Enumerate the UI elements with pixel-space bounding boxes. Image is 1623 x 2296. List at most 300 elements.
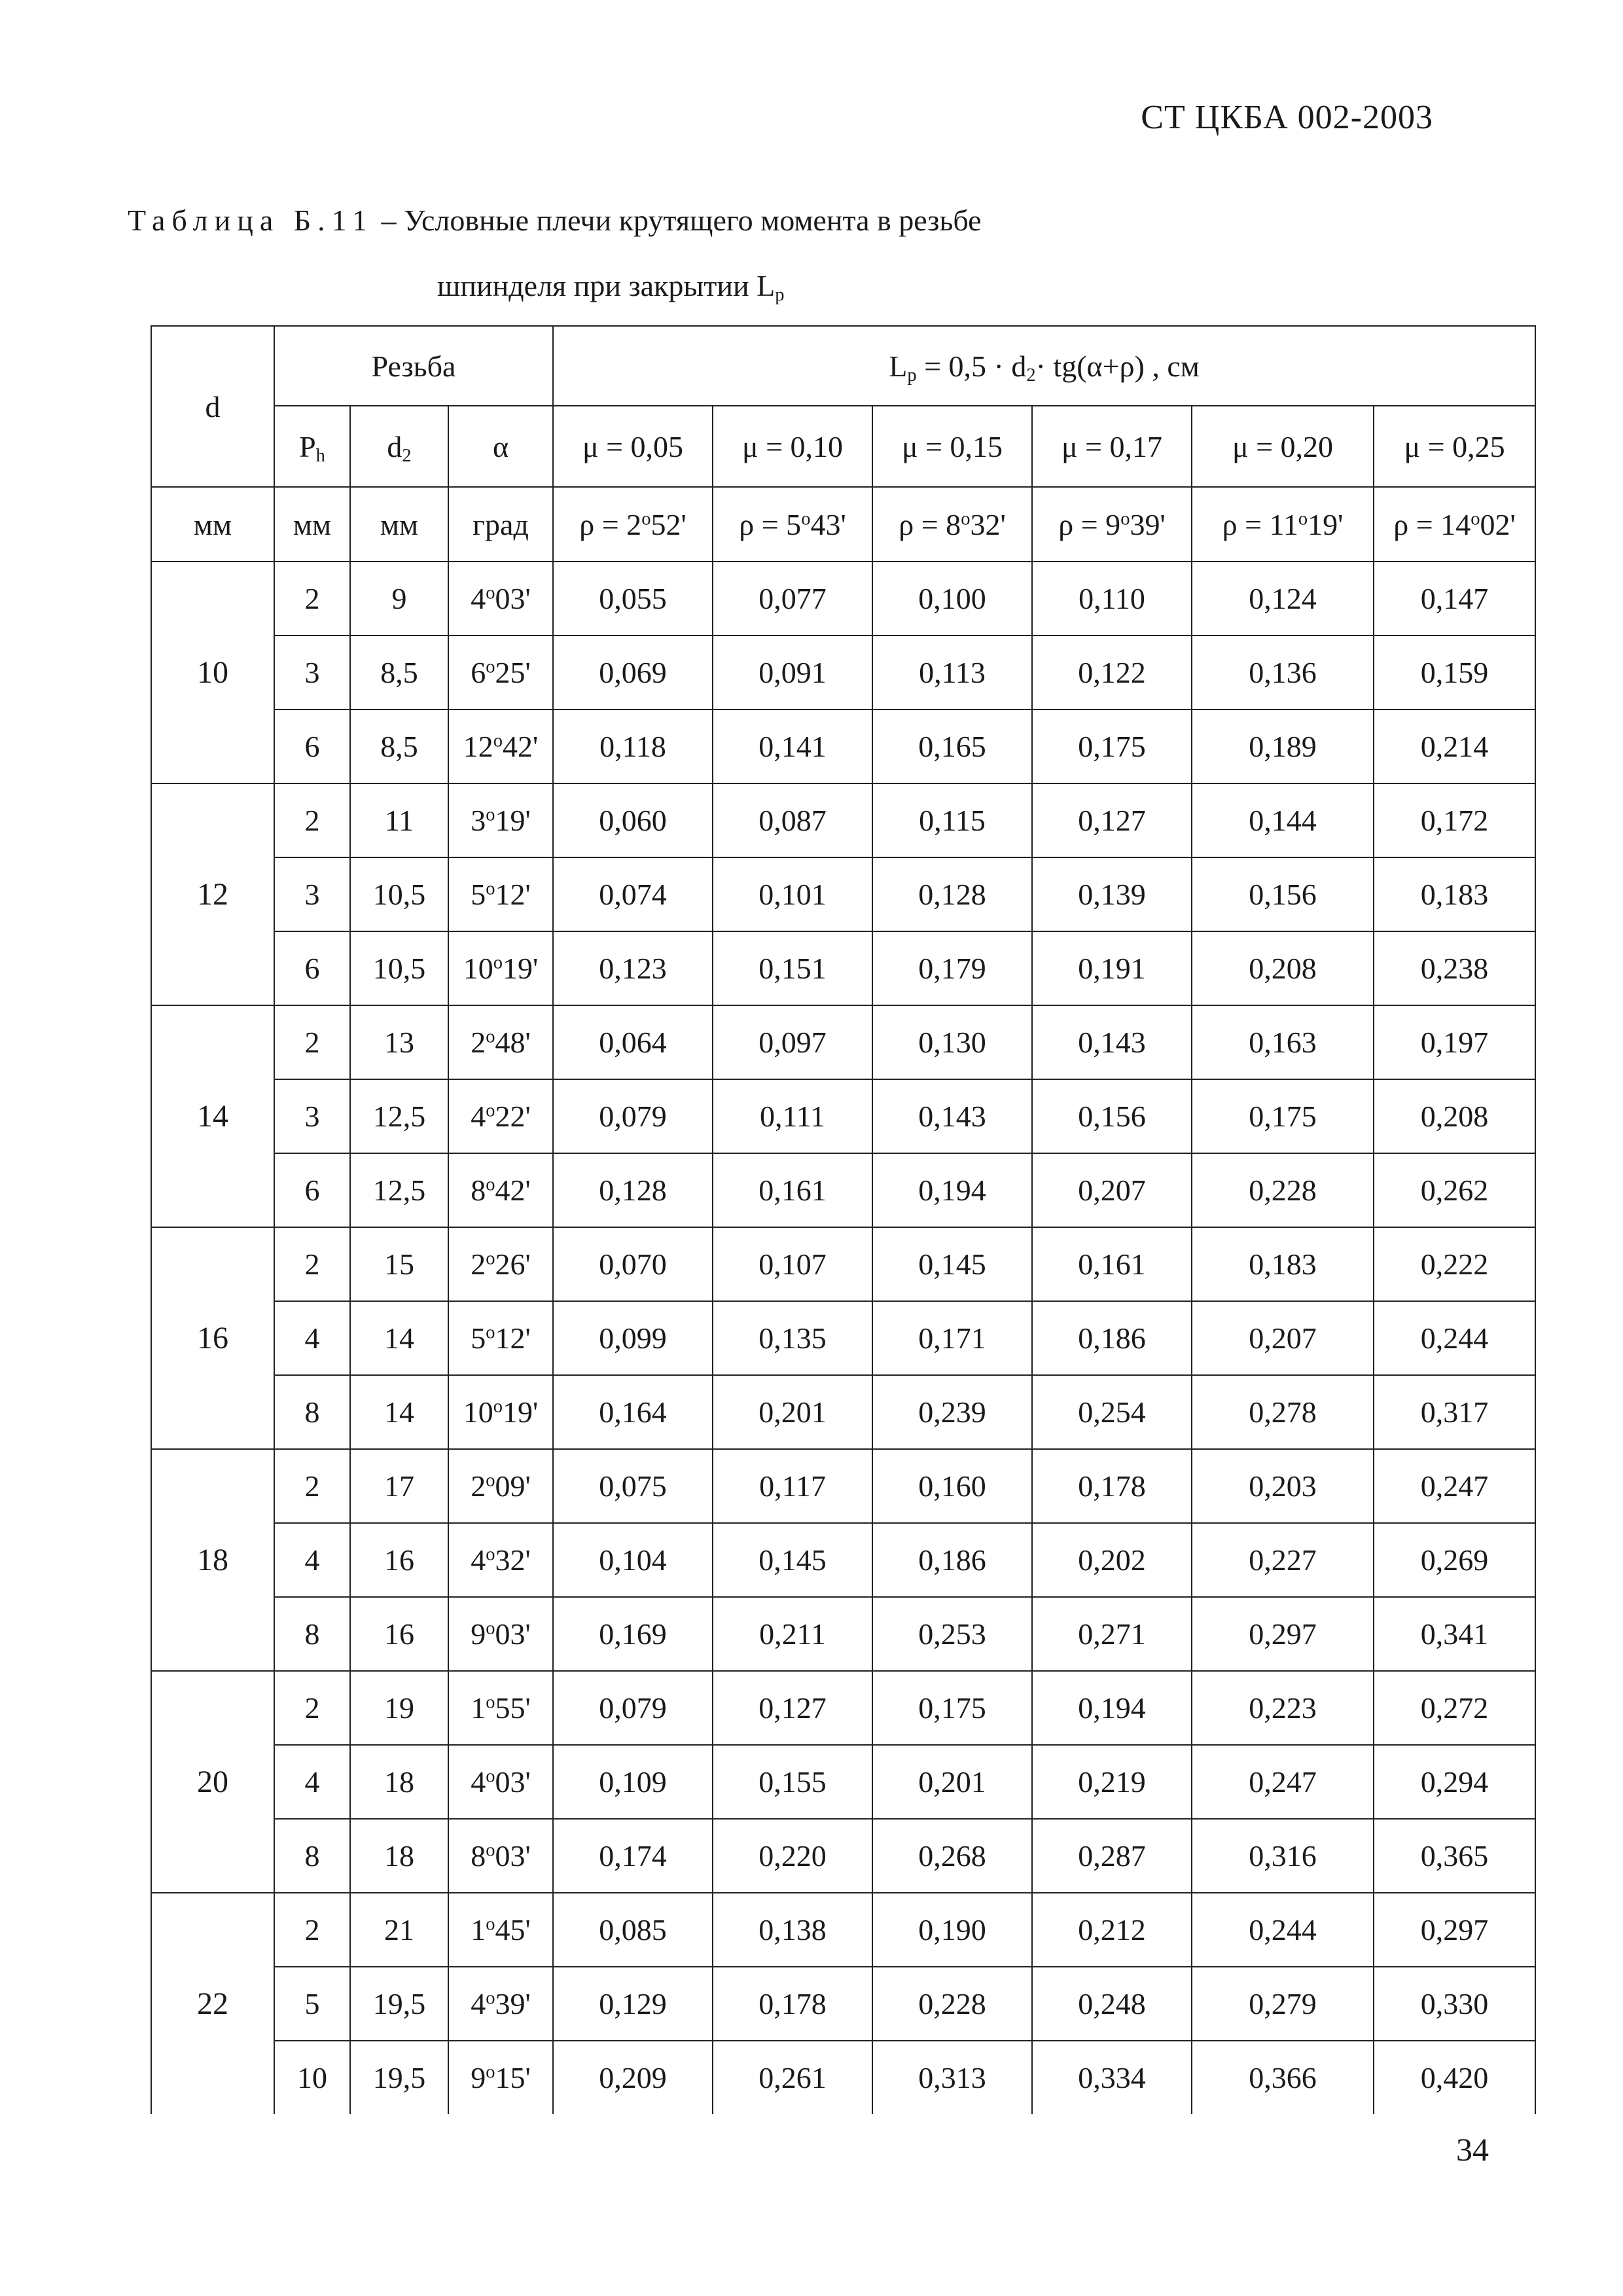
alpha-deg: 1 bbox=[471, 1691, 486, 1725]
cell-alpha bbox=[448, 1523, 553, 1597]
rho-deg: ρ = 11 bbox=[1222, 507, 1298, 541]
cell-lp: 0,069 bbox=[553, 636, 713, 709]
header-thread: Резьба bbox=[274, 326, 553, 406]
cell-ph: 2 bbox=[274, 562, 350, 636]
alpha-min: 26' bbox=[495, 1247, 531, 1281]
cell-lp: 0,135 bbox=[713, 1301, 872, 1375]
cell-lp: 0,183 bbox=[1374, 857, 1535, 931]
cell-alpha bbox=[448, 1893, 553, 1967]
cell-lp: 0,287 bbox=[1032, 1819, 1192, 1893]
header-mu: μ = 0,15 bbox=[872, 406, 1032, 487]
cell-lp: 0,163 bbox=[1192, 1005, 1374, 1079]
cell-d: 20 bbox=[151, 1671, 274, 1893]
cell-d2: 18 bbox=[350, 1745, 448, 1819]
table-row bbox=[151, 931, 1535, 1005]
cell-lp: 0,271 bbox=[1032, 1597, 1192, 1671]
cell-ph: 10 bbox=[274, 2041, 350, 2114]
cell-lp: 0,174 bbox=[553, 1819, 713, 1893]
cell-ph: 3 bbox=[274, 636, 350, 709]
cell-alpha bbox=[448, 709, 553, 783]
cell-alpha bbox=[448, 857, 553, 931]
cell-lp: 0,175 bbox=[872, 1671, 1032, 1745]
degree-mark: o bbox=[486, 1248, 495, 1269]
degree-mark: o bbox=[961, 508, 971, 529]
cell-lp: 0,244 bbox=[1192, 1893, 1374, 1967]
degree-mark: o bbox=[486, 878, 495, 899]
degree-mark: o bbox=[493, 952, 503, 973]
alpha-deg: 4 bbox=[471, 1543, 486, 1577]
degree-mark: o bbox=[486, 1766, 495, 1787]
cell-d2: 19,5 bbox=[350, 1967, 448, 2041]
alpha-min: 19' bbox=[502, 952, 539, 985]
cell-d: 12 bbox=[151, 783, 274, 1005]
header-rho bbox=[1374, 487, 1535, 562]
alpha-min: 42' bbox=[502, 730, 539, 763]
rho-deg: ρ = 8 bbox=[899, 507, 961, 541]
cell-lp: 0,087 bbox=[713, 783, 872, 857]
table-row bbox=[151, 636, 1535, 709]
degree-mark: o bbox=[1471, 508, 1480, 529]
cell-lp: 0,160 bbox=[872, 1449, 1032, 1523]
cell-alpha bbox=[448, 1005, 553, 1079]
cell-lp: 0,316 bbox=[1192, 1819, 1374, 1893]
cell-lp: 0,228 bbox=[1192, 1153, 1374, 1227]
cell-lp: 0,124 bbox=[1192, 562, 1374, 636]
cell-lp: 0,075 bbox=[553, 1449, 713, 1523]
cell-lp: 0,104 bbox=[553, 1523, 713, 1597]
table-caption bbox=[128, 203, 982, 238]
rho-min: 02' bbox=[1480, 507, 1516, 541]
header-ph bbox=[274, 406, 350, 487]
cell-lp: 0,209 bbox=[553, 2041, 713, 2114]
cell-lp: 0,099 bbox=[553, 1301, 713, 1375]
cell-lp: 0,129 bbox=[553, 1967, 713, 2041]
cell-lp: 0,244 bbox=[1374, 1301, 1535, 1375]
cell-alpha bbox=[448, 1153, 553, 1227]
table-row bbox=[151, 1005, 1535, 1079]
cell-alpha bbox=[448, 562, 553, 636]
cell-lp: 0,164 bbox=[553, 1375, 713, 1449]
cell-lp: 0,169 bbox=[553, 1597, 713, 1671]
table-row bbox=[151, 1153, 1535, 1227]
cell-lp: 0,203 bbox=[1192, 1449, 1374, 1523]
unit-alpha: град bbox=[448, 487, 553, 562]
degree-mark: o bbox=[486, 583, 495, 603]
cell-lp: 0,420 bbox=[1374, 2041, 1535, 2114]
cell-d: 18 bbox=[151, 1449, 274, 1671]
cell-lp: 0,297 bbox=[1374, 1893, 1535, 1967]
cell-d2: 19 bbox=[350, 1671, 448, 1745]
table-row bbox=[151, 709, 1535, 783]
degree-mark: o bbox=[493, 1396, 503, 1417]
rho-min: 52' bbox=[651, 507, 687, 541]
cell-lp: 0,055 bbox=[553, 562, 713, 636]
cell-lp: 0,143 bbox=[1032, 1005, 1192, 1079]
page-number: 34 bbox=[1456, 2131, 1489, 2168]
cell-lp: 0,207 bbox=[1192, 1301, 1374, 1375]
cell-alpha bbox=[448, 1227, 553, 1301]
cell-lp: 0,223 bbox=[1192, 1671, 1374, 1745]
table-row bbox=[151, 1819, 1535, 1893]
cell-lp: 0,165 bbox=[872, 709, 1032, 783]
cell-lp: 0,189 bbox=[1192, 709, 1374, 783]
cell-d2: 10,5 bbox=[350, 857, 448, 931]
cell-d2: 14 bbox=[350, 1301, 448, 1375]
header-formula bbox=[553, 326, 1535, 406]
cell-lp: 0,122 bbox=[1032, 636, 1192, 709]
cell-ph: 4 bbox=[274, 1301, 350, 1375]
alpha-min: 03' bbox=[495, 582, 531, 615]
cell-d2: 8,5 bbox=[350, 709, 448, 783]
cell-lp: 0,278 bbox=[1192, 1375, 1374, 1449]
rho-deg: ρ = 14 bbox=[1393, 507, 1471, 541]
header-row-units bbox=[151, 487, 1535, 562]
cell-lp: 0,145 bbox=[872, 1227, 1032, 1301]
cell-d2: 12,5 bbox=[350, 1153, 448, 1227]
cell-lp: 0,228 bbox=[872, 1967, 1032, 2041]
rho-min: 43' bbox=[810, 507, 846, 541]
alpha-min: 55' bbox=[495, 1691, 531, 1725]
table-body bbox=[151, 326, 1535, 2114]
cell-lp: 0,297 bbox=[1192, 1597, 1374, 1671]
cell-d2: 15 bbox=[350, 1227, 448, 1301]
table-row bbox=[151, 1227, 1535, 1301]
cell-d: 22 bbox=[151, 1893, 274, 2114]
cell-lp: 0,147 bbox=[1374, 562, 1535, 636]
alpha-deg: 6 bbox=[471, 656, 486, 689]
formula-end: · tg(α+ρ) , см bbox=[1035, 349, 1200, 383]
cell-lp: 0,060 bbox=[553, 783, 713, 857]
table-row bbox=[151, 1375, 1535, 1449]
cell-ph: 6 bbox=[274, 1153, 350, 1227]
cell-ph: 2 bbox=[274, 1005, 350, 1079]
cell-ph: 3 bbox=[274, 857, 350, 931]
cell-alpha bbox=[448, 2041, 553, 2114]
alpha-min: 12' bbox=[495, 878, 531, 911]
cell-alpha bbox=[448, 1597, 553, 1671]
header-row-1 bbox=[151, 326, 1535, 406]
cell-alpha bbox=[448, 1079, 553, 1153]
cell-ph: 2 bbox=[274, 1227, 350, 1301]
alpha-min: 22' bbox=[495, 1100, 531, 1133]
torque-arm-table bbox=[151, 325, 1536, 2114]
table-row bbox=[151, 2041, 1535, 2114]
cell-lp: 0,261 bbox=[713, 2041, 872, 2114]
cell-lp: 0,145 bbox=[713, 1523, 872, 1597]
header-rho bbox=[553, 487, 713, 562]
cell-lp: 0,247 bbox=[1374, 1449, 1535, 1523]
formula-l: L bbox=[889, 349, 908, 383]
cell-lp: 0,313 bbox=[872, 2041, 1032, 2114]
cell-lp: 0,201 bbox=[713, 1375, 872, 1449]
table-row bbox=[151, 1523, 1535, 1597]
cell-lp: 0,128 bbox=[553, 1153, 713, 1227]
cell-lp: 0,191 bbox=[1032, 931, 1192, 1005]
header-rho bbox=[1192, 487, 1374, 562]
alpha-deg: 4 bbox=[471, 1100, 486, 1133]
cell-lp: 0,330 bbox=[1374, 1967, 1535, 2041]
alpha-deg: 9 bbox=[471, 2061, 486, 2094]
cell-d2: 12,5 bbox=[350, 1079, 448, 1153]
alpha-min: 12' bbox=[495, 1321, 531, 1355]
cell-lp: 0,294 bbox=[1374, 1745, 1535, 1819]
cell-alpha bbox=[448, 1967, 553, 2041]
cell-lp: 0,272 bbox=[1374, 1671, 1535, 1745]
cell-alpha bbox=[448, 783, 553, 857]
cell-lp: 0,227 bbox=[1192, 1523, 1374, 1597]
cell-lp: 0,127 bbox=[713, 1671, 872, 1745]
alpha-deg: 10 bbox=[463, 952, 493, 985]
cell-lp: 0,141 bbox=[713, 709, 872, 783]
cell-lp: 0,101 bbox=[713, 857, 872, 931]
cell-ph: 2 bbox=[274, 783, 350, 857]
header-mu: μ = 0,20 bbox=[1192, 406, 1374, 487]
alpha-min: 25' bbox=[495, 656, 531, 689]
degree-mark: o bbox=[1298, 508, 1308, 529]
alpha-deg: 4 bbox=[471, 1765, 486, 1799]
degree-mark: o bbox=[486, 1100, 495, 1121]
header-rho bbox=[1032, 487, 1192, 562]
cell-lp: 0,201 bbox=[872, 1745, 1032, 1819]
cell-lp: 0,197 bbox=[1374, 1005, 1535, 1079]
cell-lp: 0,239 bbox=[872, 1375, 1032, 1449]
alpha-min: 19' bbox=[502, 1395, 539, 1429]
rho-min: 19' bbox=[1308, 507, 1344, 541]
cell-lp: 0,097 bbox=[713, 1005, 872, 1079]
degree-mark: o bbox=[486, 2062, 495, 2083]
alpha-deg: 10 bbox=[463, 1395, 493, 1429]
cell-lp: 0,079 bbox=[553, 1671, 713, 1745]
cell-lp: 0,341 bbox=[1374, 1597, 1535, 1671]
cell-lp: 0,156 bbox=[1032, 1079, 1192, 1153]
cell-lp: 0,279 bbox=[1192, 1967, 1374, 2041]
alpha-min: 03' bbox=[495, 1839, 531, 1873]
header-d2 bbox=[350, 406, 448, 487]
unit-d: мм bbox=[151, 487, 274, 562]
cell-lp: 0,155 bbox=[713, 1745, 872, 1819]
alpha-deg: 4 bbox=[471, 582, 486, 615]
cell-ph: 8 bbox=[274, 1819, 350, 1893]
rho-deg: ρ = 9 bbox=[1058, 507, 1121, 541]
degree-mark: o bbox=[486, 1618, 495, 1639]
cell-lp: 0,365 bbox=[1374, 1819, 1535, 1893]
alpha-deg: 3 bbox=[471, 804, 486, 837]
cell-d2: 10,5 bbox=[350, 931, 448, 1005]
rho-min: 32' bbox=[970, 507, 1006, 541]
unit-ph: мм bbox=[274, 487, 350, 562]
cell-lp: 0,268 bbox=[872, 1819, 1032, 1893]
cell-ph: 3 bbox=[274, 1079, 350, 1153]
alpha-deg: 2 bbox=[471, 1026, 486, 1059]
alpha-deg: 8 bbox=[471, 1839, 486, 1873]
cell-d: 16 bbox=[151, 1227, 274, 1449]
cell-lp: 0,186 bbox=[1032, 1301, 1192, 1375]
table-row bbox=[151, 1449, 1535, 1523]
degree-mark: o bbox=[486, 804, 495, 825]
rho-deg: ρ = 2 bbox=[579, 507, 642, 541]
cell-lp: 0,190 bbox=[872, 1893, 1032, 1967]
cell-lp: 0,117 bbox=[713, 1449, 872, 1523]
header-d2-sub: 2 bbox=[402, 445, 412, 466]
cell-lp: 0,171 bbox=[872, 1301, 1032, 1375]
cell-lp: 0,202 bbox=[1032, 1523, 1192, 1597]
cell-lp: 0,269 bbox=[1374, 1523, 1535, 1597]
cell-lp: 0,127 bbox=[1032, 783, 1192, 857]
cell-lp: 0,107 bbox=[713, 1227, 872, 1301]
table-row bbox=[151, 1967, 1535, 2041]
degree-mark: o bbox=[486, 1174, 495, 1195]
formula-mid: = 0,5 · d bbox=[916, 349, 1027, 383]
cell-lp: 0,085 bbox=[553, 1893, 713, 1967]
alpha-min: 19' bbox=[495, 804, 531, 837]
cell-lp: 0,175 bbox=[1032, 709, 1192, 783]
cell-ph: 2 bbox=[274, 1893, 350, 1967]
table-row bbox=[151, 1301, 1535, 1375]
table-row bbox=[151, 1893, 1535, 1967]
alpha-deg: 9 bbox=[471, 1617, 486, 1651]
table-caption-subscript: р bbox=[775, 285, 785, 306]
table-row bbox=[151, 562, 1535, 636]
cell-lp: 0,118 bbox=[553, 709, 713, 783]
degree-mark: o bbox=[1120, 508, 1130, 529]
cell-d2: 21 bbox=[350, 1893, 448, 1967]
cell-lp: 0,247 bbox=[1192, 1745, 1374, 1819]
cell-d2: 16 bbox=[350, 1523, 448, 1597]
cell-lp: 0,178 bbox=[1032, 1449, 1192, 1523]
cell-lp: 0,262 bbox=[1374, 1153, 1535, 1227]
cell-lp: 0,175 bbox=[1192, 1079, 1374, 1153]
alpha-deg: 5 bbox=[471, 1321, 486, 1355]
cell-lp: 0,128 bbox=[872, 857, 1032, 931]
cell-ph: 6 bbox=[274, 709, 350, 783]
cell-d2: 13 bbox=[350, 1005, 448, 1079]
cell-lp: 0,113 bbox=[872, 636, 1032, 709]
cell-lp: 0,109 bbox=[553, 1745, 713, 1819]
cell-lp: 0,159 bbox=[1374, 636, 1535, 709]
degree-mark: o bbox=[486, 1840, 495, 1861]
alpha-min: 15' bbox=[495, 2061, 531, 2094]
table-caption-text-2: шпинделя при закрытии L bbox=[437, 269, 776, 302]
table-caption-continuation bbox=[437, 268, 785, 306]
table-caption-label: Таблица Б.11 bbox=[128, 204, 374, 237]
cell-lp: 0,144 bbox=[1192, 783, 1374, 857]
header-mu: μ = 0,17 bbox=[1032, 406, 1192, 487]
cell-lp: 0,151 bbox=[713, 931, 872, 1005]
alpha-min: 09' bbox=[495, 1469, 531, 1503]
cell-lp: 0,211 bbox=[713, 1597, 872, 1671]
header-rho bbox=[713, 487, 872, 562]
cell-d2: 8,5 bbox=[350, 636, 448, 709]
cell-lp: 0,074 bbox=[553, 857, 713, 931]
cell-d2: 11 bbox=[350, 783, 448, 857]
alpha-min: 32' bbox=[495, 1543, 531, 1577]
table-row bbox=[151, 1745, 1535, 1819]
cell-lp: 0,248 bbox=[1032, 1967, 1192, 2041]
degree-mark: o bbox=[486, 1544, 495, 1565]
cell-lp: 0,111 bbox=[713, 1079, 872, 1153]
cell-lp: 0,139 bbox=[1032, 857, 1192, 931]
alpha-deg: 2 bbox=[471, 1469, 486, 1503]
table-row bbox=[151, 1597, 1535, 1671]
document-code: СТ ЦКБА 002-2003 bbox=[1141, 99, 1433, 136]
cell-lp: 0,143 bbox=[872, 1079, 1032, 1153]
alpha-min: 45' bbox=[495, 1913, 531, 1946]
cell-lp: 0,222 bbox=[1374, 1227, 1535, 1301]
cell-lp: 0,208 bbox=[1374, 1079, 1535, 1153]
cell-lp: 0,220 bbox=[713, 1819, 872, 1893]
table-row bbox=[151, 1671, 1535, 1745]
cell-ph: 8 bbox=[274, 1375, 350, 1449]
degree-mark: o bbox=[801, 508, 811, 529]
cell-d2: 18 bbox=[350, 1819, 448, 1893]
cell-alpha bbox=[448, 931, 553, 1005]
cell-lp: 0,207 bbox=[1032, 1153, 1192, 1227]
header-d2-text: d bbox=[387, 429, 402, 463]
cell-ph: 5 bbox=[274, 1967, 350, 2041]
cell-lp: 0,238 bbox=[1374, 931, 1535, 1005]
cell-lp: 0,172 bbox=[1374, 783, 1535, 857]
alpha-deg: 1 bbox=[471, 1913, 486, 1946]
header-mu: μ = 0,25 bbox=[1374, 406, 1535, 487]
cell-lp: 0,077 bbox=[713, 562, 872, 636]
cell-lp: 0,136 bbox=[1192, 636, 1374, 709]
cell-d2: 14 bbox=[350, 1375, 448, 1449]
cell-ph: 6 bbox=[274, 931, 350, 1005]
alpha-deg: 5 bbox=[471, 878, 486, 911]
cell-lp: 0,115 bbox=[872, 783, 1032, 857]
cell-ph: 2 bbox=[274, 1671, 350, 1745]
cell-lp: 0,194 bbox=[1032, 1671, 1192, 1745]
cell-d: 14 bbox=[151, 1005, 274, 1227]
alpha-min: 39' bbox=[495, 1987, 531, 2020]
cell-lp: 0,214 bbox=[1374, 709, 1535, 783]
alpha-deg: 8 bbox=[471, 1174, 486, 1207]
cell-lp: 0,254 bbox=[1032, 1375, 1192, 1449]
table-caption-dash: – bbox=[381, 204, 397, 237]
cell-alpha bbox=[448, 1301, 553, 1375]
cell-d2: 17 bbox=[350, 1449, 448, 1523]
degree-mark: o bbox=[493, 730, 503, 751]
alpha-min: 48' bbox=[495, 1026, 531, 1059]
header-rho bbox=[872, 487, 1032, 562]
cell-lp: 0,161 bbox=[713, 1153, 872, 1227]
cell-lp: 0,317 bbox=[1374, 1375, 1535, 1449]
cell-lp: 0,208 bbox=[1192, 931, 1374, 1005]
cell-lp: 0,064 bbox=[553, 1005, 713, 1079]
cell-lp: 0,179 bbox=[872, 931, 1032, 1005]
header-alpha: α bbox=[448, 406, 553, 487]
degree-mark: o bbox=[486, 1026, 495, 1047]
cell-d2: 9 bbox=[350, 562, 448, 636]
degree-mark: o bbox=[486, 1988, 495, 2009]
cell-ph: 8 bbox=[274, 1597, 350, 1671]
cell-lp: 0,123 bbox=[553, 931, 713, 1005]
cell-alpha bbox=[448, 1745, 553, 1819]
cell-lp: 0,253 bbox=[872, 1597, 1032, 1671]
cell-lp: 0,130 bbox=[872, 1005, 1032, 1079]
cell-lp: 0,183 bbox=[1192, 1227, 1374, 1301]
alpha-min: 03' bbox=[495, 1765, 531, 1799]
cell-d: 10 bbox=[151, 562, 274, 783]
cell-alpha bbox=[448, 1375, 553, 1449]
table-row bbox=[151, 1079, 1535, 1153]
degree-mark: o bbox=[486, 1470, 495, 1491]
cell-lp: 0,212 bbox=[1032, 1893, 1192, 1967]
cell-ph: 4 bbox=[274, 1745, 350, 1819]
cell-lp: 0,334 bbox=[1032, 2041, 1192, 2114]
cell-lp: 0,079 bbox=[553, 1079, 713, 1153]
header-mu: μ = 0,05 bbox=[553, 406, 713, 487]
